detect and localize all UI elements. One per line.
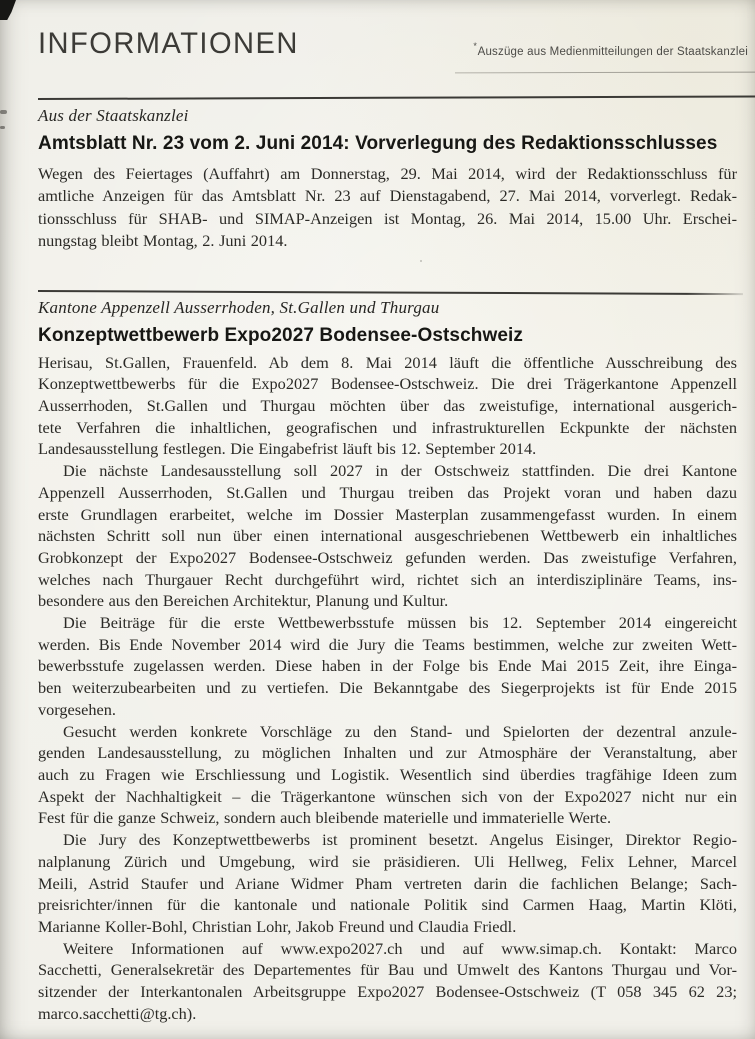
text-line: Grobkonzept der Expo2027 Bodensee-Ostschweiz gefunden werden. Das zweistufige Verfahren, xyxy=(38,547,737,567)
section-amtsblatt xyxy=(38,98,737,253)
section-headline: Konzeptwettbewerb Expo2027 Bodensee-Ostschweiz xyxy=(38,324,523,346)
text-line: Meili, Astrid Staufer und Ariane Widmer Pham vertreten darin die fachlichen Belange; Sach- xyxy=(38,873,737,893)
text-line: nalplanung Zürich und Umgebung, wird sie präsidieren. Uli Hellweg, Felix Lehner, Marcel xyxy=(38,851,737,871)
section-kicker: Aus der Staatskanzlei xyxy=(38,106,189,125)
text-line: erste Grundlagen erarbeitet, welche im Dossier Masterplan zusammengefasst wurden. In einem xyxy=(38,504,737,524)
text-line: Aspekt der Nachhaltigkeit – die Trägerkantone wünschen sich von der Expo2027 nicht nur ein xyxy=(38,786,737,806)
section-divider-line xyxy=(38,290,743,295)
section-divider-line xyxy=(38,95,755,100)
text-line: Herisau, St.Gallen, Frauenfeld. Ab dem 8. Mai 2014 läuft die öffentliche Ausschreibung des xyxy=(38,352,737,372)
text-line: marco.sacchetti@tg.ch). xyxy=(38,1003,197,1023)
text-line: nungstag bleibt Montag, 2. Juni 2014. xyxy=(38,231,288,251)
text-line: auch zu Fragen wie Erschliessung und Logistik. Wesentlich sind überdies tragfähige Ideen zum xyxy=(38,764,737,784)
paragraph xyxy=(38,352,737,461)
paragraph xyxy=(38,938,737,1025)
section-headline: Amtsblatt Nr. 23 vom 2. Juni 2014: Vorverlegung des Redaktionsschlusses xyxy=(38,133,718,154)
text-line: genden Landesausstellung, zu möglichen Inhalten und zur Atmosphäre der Veranstaltung, aber xyxy=(38,743,737,763)
paragraph xyxy=(38,163,737,253)
text-line: Wegen des Feiertages (Auffahrt) am Donnerstag, 29. Mai 2014, wird der Redaktionsschluss für xyxy=(38,164,737,183)
text-line: ben weiterzubearbeiten und zu vertiefen. Die Bekanntgabe des Siegerprojekts ist für Ende 2015 xyxy=(38,678,737,698)
text-line: nächsten Schritt soll nun über einen international ausgeschriebenen Wettbewerb ein inhaltliches xyxy=(38,526,737,546)
text-line: Die Jury des Konzeptwettbewerbs ist prominent besetzt. Angelus Eisinger, Direktor Regio- xyxy=(63,830,737,850)
section-expo2027 xyxy=(38,290,737,1025)
text-line: preisrichter/innen für die kantonale und nationale Politik sind Carmen Haag, Martin Klöti, xyxy=(38,895,737,915)
text-line: Sacchetti, Generalsekretär des Departementes für Bau und Umwelt des Kantons Thurgau und Vor- xyxy=(38,960,737,980)
page-title: INFORMATIONEN xyxy=(38,27,299,60)
text-line: Marianne Koller-Bohl, Christian Lohr, Jakob Freund und Claudia Friedl. xyxy=(38,916,517,936)
text-line: welches nach Thurgauer Recht durchgeführt wird, richtet sich an interdisziplinäre Teams, ins- xyxy=(38,569,737,589)
text-line: Konzeptwettbewerbs für die Expo2027 Bodensee-Ostschweiz. Die drei Trägerkantone Appenzell xyxy=(38,374,737,394)
section-body xyxy=(38,352,737,1025)
text-line: Weitere Informationen auf www.expo2027.ch und auf www.simap.ch. Kontakt: Marco xyxy=(63,938,737,958)
paragraph xyxy=(38,829,737,938)
text-line: Landesausstellung festlegen. Die Eingabefrist läuft bis 12. September 2014. xyxy=(38,439,537,459)
text-line: Gesucht werden konkrete Vorschläge zu den Stand- und Spielorten der dezentral anzule- xyxy=(63,721,737,741)
section-body xyxy=(38,163,737,253)
text-line: bewerbsstufe zugelassen werden. Diese haben in der Folge bis Ende Mai 2015 Zeit, ihre Einga- xyxy=(38,656,737,676)
section-kicker: Kantone Appenzell Ausserrhoden, St.Gallen und Thurgau xyxy=(38,297,440,317)
text-line: Ausserrhoden, St.Gallen und Thurgau möchten über das zweistufige, international ausgerich- xyxy=(38,396,737,416)
text-line: Die Beiträge für die erste Wettbewerbsstufe müssen bis 12. September 2014 eingereicht xyxy=(63,613,737,633)
text-line: Appenzell Ausserrhoden, St.Gallen und Thurgau treiben das Projekt voran und haben dazu xyxy=(38,482,737,502)
text-line: werden. Bis Ende November 2014 wird die Jury die Teams bestimmen, welche zur zweiten Wett- xyxy=(38,634,737,654)
text-line: Die nächste Landesausstellung soll 2027 in der Ostschweiz stattfinden. Die drei Kantone xyxy=(63,461,737,481)
text-line: vorgesehen. xyxy=(38,699,116,719)
text-line: amtliche Anzeigen für das Amtsblatt Nr. 23 auf Dienstagabend, 27. Mai 2014, vorverlegt. Redak- xyxy=(38,186,737,206)
footnote-asterisk: * xyxy=(473,41,478,51)
text-line: tionsschluss für SHAB- und SIMAP-Anzeigen ist Montag, 26. Mai 2014, 15.00 Uhr. Erschei- xyxy=(38,208,737,228)
text-line: besondere aus den Bereichen Architektur, Planung und Kultur. xyxy=(38,591,449,611)
paragraph xyxy=(38,460,737,612)
paragraph xyxy=(38,721,737,830)
text-line: tete Verfahren die inhaltlichen, geografischen und infrastrukturellen Eckpunkte der nächsten xyxy=(38,417,737,437)
footnote-text: Auszüge aus Medienmitteilungen der Staatskanzlei xyxy=(477,46,748,58)
text-line: sitzender der Interkantonalen Arbeitsgruppe Expo2027 Bodensee-Ostschweiz (T 058 345 62 23; xyxy=(38,982,737,1002)
paragraph xyxy=(38,612,737,721)
text-line: Fest für die ganze Schweiz, sondern auch bleibende materielle und immaterielle Werte. xyxy=(38,808,612,828)
